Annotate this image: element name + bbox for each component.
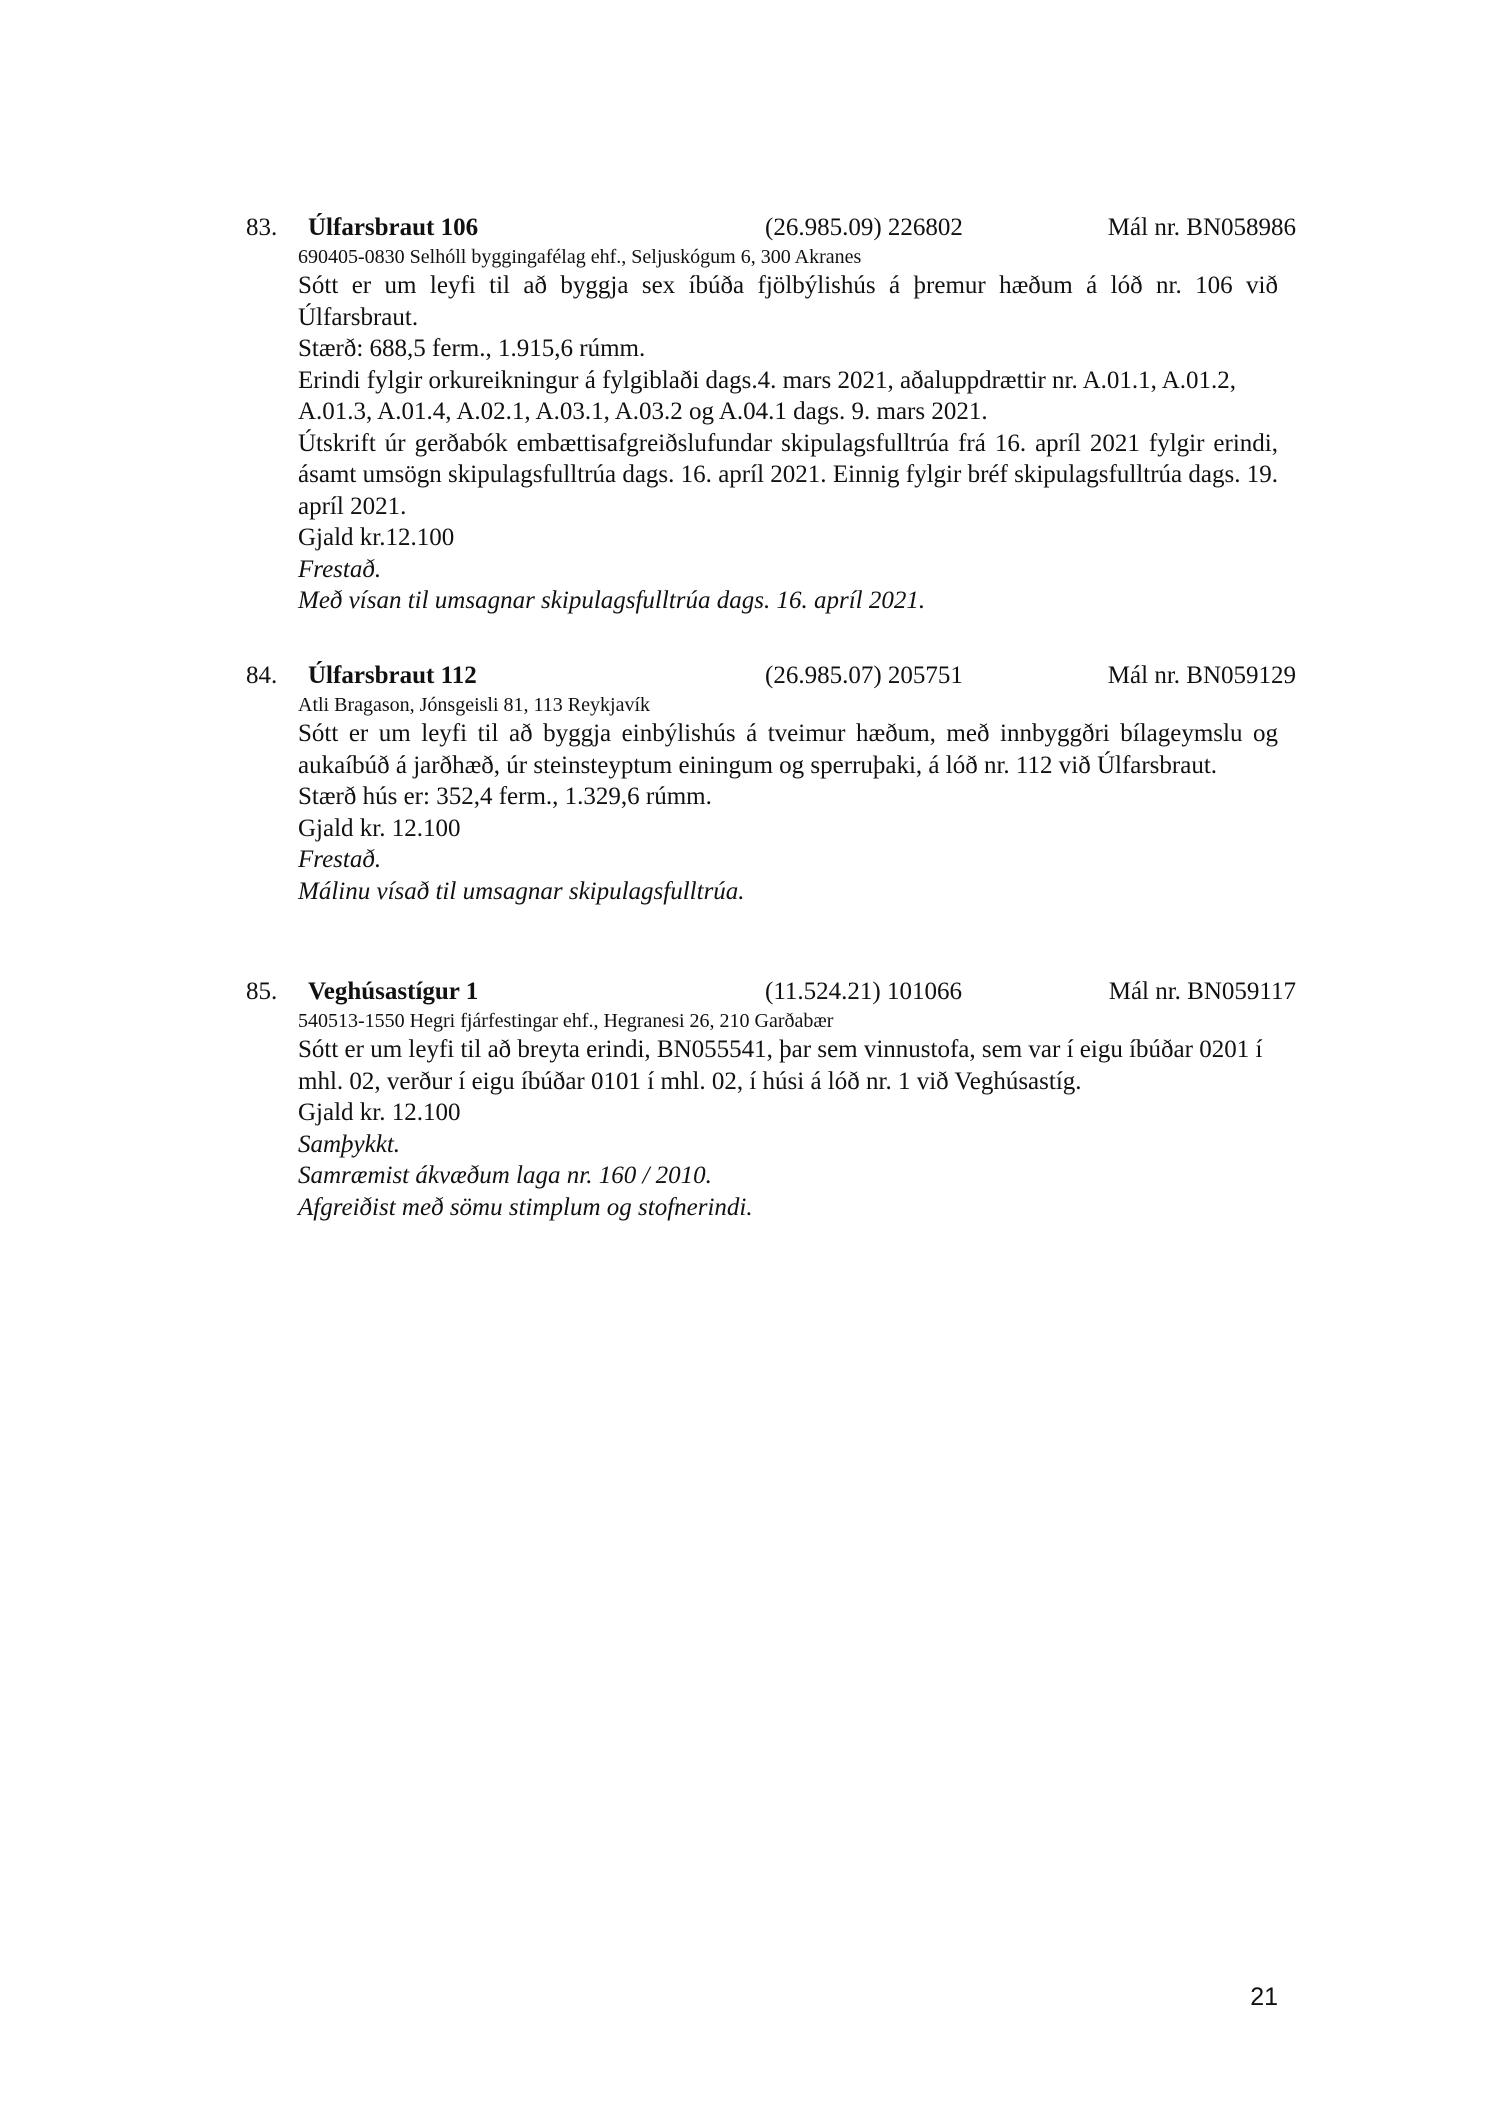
case-paragraph: Erindi fylgir orkureikningur á fylgiblaði dags.4. mars 2021, aðaluppdrættir nr. A.01.1, A.01.2, A.01.3, A.01.4, A.02.1, A.03.1, A.03.2 og A.04.1 dags. 9. mars 2021. bbox=[298, 366, 1237, 425]
case-land-number: (26.985.07) 205751 bbox=[765, 662, 963, 689]
case-body bbox=[298, 270, 1278, 617]
case-decision: Samþykkt. bbox=[298, 1130, 401, 1158]
case-applicant: 690405-0830 Selhóll byggingafélag ehf., Seljuskógum 6, 300 Akranes bbox=[298, 246, 862, 268]
case-paragraph: Gjald kr. 12.100 bbox=[298, 1099, 461, 1126]
case-mal-number: Mál nr. BN059129 bbox=[1107, 662, 1296, 689]
case-paragraph: Gjald kr. 12.100 bbox=[298, 814, 461, 842]
case-body bbox=[298, 718, 1278, 907]
case-paragraph: Gjald kr.12.100 bbox=[298, 524, 455, 551]
case-address: Veghúsastígur 1 bbox=[308, 978, 479, 1005]
case-entry bbox=[246, 660, 1296, 907]
case-applicant: 540513-1550 Hegri fjárfestingar ehf., Hegranesi 26, 210 Garðabær bbox=[298, 1010, 834, 1032]
case-header bbox=[246, 212, 1296, 244]
case-land-number: (26.985.09) 226802 bbox=[765, 214, 963, 241]
case-decision-note: Afgreiðist með sömu stimplum og stofnerindi. bbox=[298, 1193, 753, 1221]
case-address: Úlfarsbraut 106 bbox=[308, 214, 479, 241]
case-paragraph: Útskrift úr gerðabók embættisafgreiðslufundar skipulagsfulltrúa frá 16. apríl 2021 fylgir erindi, ásamt umsögn skipulagsfulltrúa dags. 16. apríl 2021. Einnig fylgir bréf skipulagsfulltrúa dags. 19. apríl 2021. bbox=[298, 429, 1278, 520]
case-decision-note: Málinu vísað til umsagnar skipulagsfulltrúa. bbox=[298, 877, 745, 905]
page-number: 21 bbox=[1250, 1983, 1278, 2011]
case-decision-note: Samræmist ákvæðum laga nr. 160 / 2010. bbox=[298, 1162, 712, 1189]
case-number: 84. bbox=[246, 662, 278, 689]
case-header bbox=[246, 976, 1296, 1008]
case-header bbox=[246, 660, 1296, 692]
case-land-number: (11.524.21) 101066 bbox=[765, 978, 962, 1005]
case-mal-number: Mál nr. BN058986 bbox=[1107, 214, 1296, 241]
case-number: 85. bbox=[246, 978, 278, 1005]
case-address: Úlfarsbraut 112 bbox=[308, 662, 477, 689]
case-body bbox=[298, 1034, 1278, 1223]
case-applicant: Atli Bragason, Jónsgeisli 81, 113 Reykjavík bbox=[298, 694, 651, 716]
case-decision: Frestað. bbox=[298, 846, 382, 873]
case-paragraph: Stærð: 688,5 ferm., 1.915,6 rúmm. bbox=[298, 335, 646, 362]
case-number: 83. bbox=[246, 214, 278, 241]
case-entry bbox=[246, 976, 1296, 1223]
case-decision-note: Með vísan til umsagnar skipulagsfulltrúa dags. 16. apríl 2021. bbox=[298, 587, 926, 614]
case-mal-number: Mál nr. BN059117 bbox=[1108, 978, 1296, 1005]
case-paragraph: Sótt er um leyfi til að byggja einbýlishús á tveimur hæðum, með innbyggðri bílageymslu og aukaíbúð á jarðhæð, úr steinsteyptum einingum og sperruþaki, á lóð nr. 112 við Úlfarsbraut. bbox=[298, 720, 1278, 779]
case-entry bbox=[246, 212, 1296, 617]
case-decision: Frestað. bbox=[298, 555, 382, 583]
case-paragraph: Sótt er um leyfi til að byggja sex íbúða fjölbýlishús á þremur hæðum á lóð nr. 106 við Úlfarsbraut. bbox=[298, 272, 1278, 331]
case-paragraph: Stærð hús er: 352,4 ferm., 1.329,6 rúmm. bbox=[298, 783, 712, 810]
case-paragraph: Sótt er um leyfi til að breyta erindi, BN055541, þar sem vinnustofa, sem var í eigu íbúðar 0201 í mhl. 02, verður í eigu íbúðar 0101 í mhl. 02, í húsi á lóð nr. 1 við Veghúsastíg. bbox=[298, 1036, 1263, 1095]
